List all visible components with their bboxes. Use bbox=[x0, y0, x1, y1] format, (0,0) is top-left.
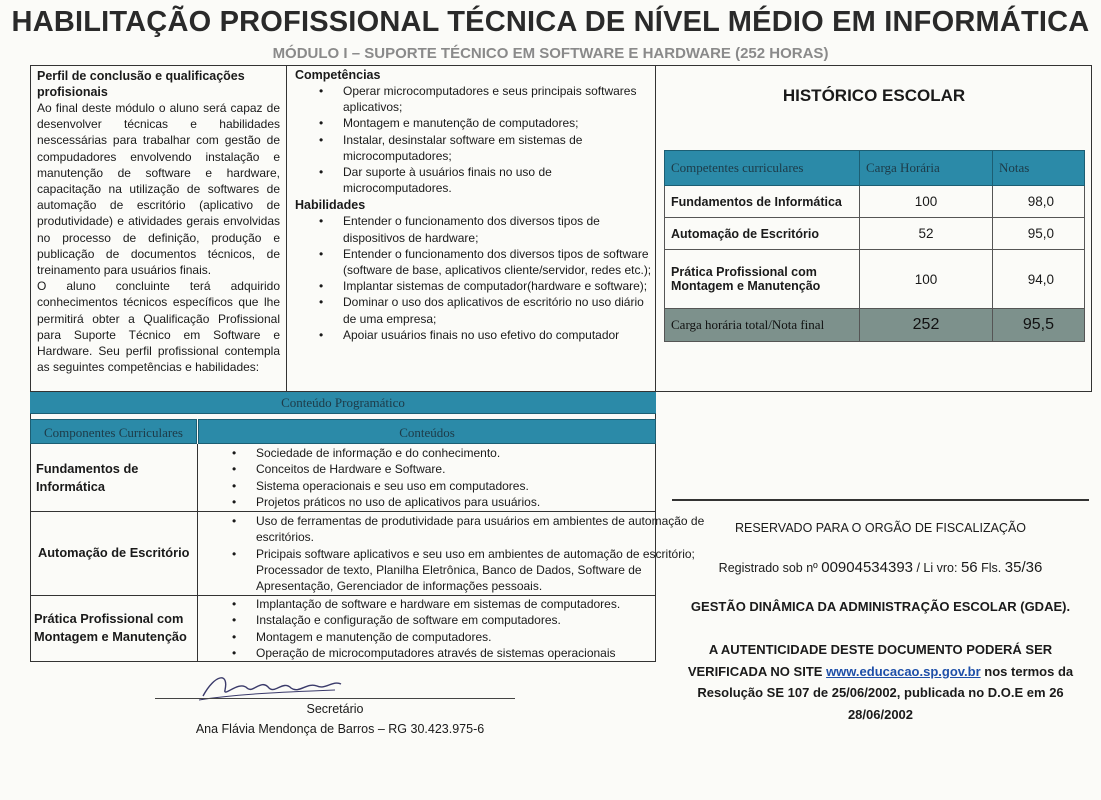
component-name: Fundamentos de Informática bbox=[36, 461, 139, 494]
component-name: Prática Profissional com Montagem e Manutenção bbox=[34, 611, 187, 644]
conteudo-col-conteudos: Conteúdos bbox=[198, 419, 656, 444]
list-item: • Uso de ferramentas de produtividade para usuários em ambientes de automação de escritórios. bbox=[256, 513, 706, 546]
reserved-text: RESERVADO PARA O ORGÃO DE FISCALIZAÇÃO bbox=[734, 521, 1027, 535]
total-grade: 95,5 bbox=[993, 309, 1085, 342]
list-item: • Entender o funcionamento dos diversos tipos de dispositivos de hardware; bbox=[343, 213, 655, 245]
profile-paragraph-1: Ao final deste módulo o aluno será capaz de desenvolver técnicas e habilidades nescessárias para trabalhar com gestão de compudadores envolvendo instalação e manutenção de software e hardware, capacitação na utilização de softwares de automação de escritório (aplicativo de produtividade) e atividades gerais envolvidas no processo de definição, produção e publicação de documentos técnicos, de treinamento para usuários finais. bbox=[37, 101, 280, 278]
divider bbox=[30, 511, 656, 512]
total-label: Carga horária total/Nota final bbox=[665, 309, 860, 342]
list-item: • Instalar, desinstalar software em sistemas de microcomputadores; bbox=[343, 132, 655, 164]
subject-hours: 52 bbox=[860, 218, 993, 250]
list-item: • Implantação de software e hardware em sistemas de computadores. bbox=[256, 596, 706, 612]
list-item: • Sociedade de informação e do conhecimento. bbox=[256, 445, 706, 461]
column-header: Competentes curriculares bbox=[665, 151, 860, 186]
fls-label: Fls. bbox=[981, 561, 1002, 575]
list-item: • Conceitos de Hardware e Software. bbox=[256, 461, 706, 477]
conteudo-col-componentes: Componentes Curriculares bbox=[30, 419, 197, 444]
list-item: • Pricipais software aplicativos e seu uso em ambientes de automação de escritório; Processador de texto, Planilha Eletrônica, Banco de Dados, Software de Apresentação, Gerenciador de informações pessoais. bbox=[256, 546, 706, 595]
livro-number: 56 bbox=[960, 559, 978, 576]
list-item: • Montagem e manutenção de computadores; bbox=[343, 115, 655, 131]
competencias-list bbox=[287, 83, 655, 196]
component-contents bbox=[200, 596, 706, 661]
list-item: • Operar microcomputadores e seus principais softwares aplicativos; bbox=[343, 83, 655, 115]
registro-number: 00904534393 bbox=[821, 559, 913, 576]
subject-hours: 100 bbox=[860, 250, 993, 309]
list-item: • Implantar sistemas de computador(hardware e software); bbox=[343, 278, 655, 294]
column-header: Notas bbox=[993, 151, 1085, 186]
habilidades-list bbox=[287, 213, 655, 343]
component-contents bbox=[200, 513, 706, 594]
fiscal-rule bbox=[672, 499, 1089, 501]
list-item: • Sistema operacionais e seu uso em computadores. bbox=[256, 478, 706, 494]
authenticity-text bbox=[672, 639, 1089, 725]
gdae-text: GESTÃO DINÂMICA DA ADMINISTRAÇÃO ESCOLAR (GDAE). bbox=[690, 599, 1071, 614]
subject-grade: 98,0 bbox=[993, 186, 1085, 218]
habilidades-heading: Habilidades bbox=[295, 198, 366, 213]
total-row bbox=[665, 309, 1085, 342]
total-hours: 252 bbox=[860, 309, 993, 342]
historico-title: HISTÓRICO ESCOLAR bbox=[782, 86, 966, 105]
list-item: • Instalação e configuração de software em computadores. bbox=[256, 612, 706, 628]
signature-role: Secretário bbox=[306, 702, 364, 716]
auth-suffix: nos termos da Resolução SE 107 de 25/06/2002, publicada no D.O.E em 26 28/06/2002 bbox=[697, 663, 1074, 722]
table-row bbox=[665, 186, 1085, 218]
list-item: • Dar suporte à usuários finais no uso de microcomputadores. bbox=[343, 164, 655, 196]
profile-section bbox=[30, 65, 286, 392]
livro-label: / Li vro: bbox=[916, 561, 958, 575]
profile-paragraph-2: O aluno concluinte terá adquirido conhecimentos técnicos específicos que lhe permitirá obter a Qualificação Profissional para Suporte Técnico em Software e Hardware. Seu perfil profissional contempla as seguintes competências e habilidades: bbox=[37, 279, 280, 375]
subject-name: Fundamentos de Informática bbox=[665, 186, 860, 218]
list-item: • Apoiar usuários finais no uso efetivo do computador bbox=[343, 327, 655, 343]
table-row bbox=[665, 250, 1085, 309]
component-name: Automação de Escritório bbox=[38, 545, 190, 560]
registro-label: Registrado sob nº bbox=[718, 561, 818, 575]
subject-name: Prática Profissional com Montagem e Manutenção bbox=[665, 250, 860, 309]
table-row bbox=[665, 218, 1085, 250]
list-item: • Projetos práticos no uso de aplicativos para usuários. bbox=[256, 494, 706, 510]
subject-hours: 100 bbox=[860, 186, 993, 218]
component-contents bbox=[200, 445, 706, 510]
auth-link[interactable]: www.educacao.sp.gov.br bbox=[826, 663, 981, 679]
profile-heading: Perfil de conclusão e qualificações profisionais bbox=[37, 69, 245, 99]
auth-prefix: A AUTENTICIDADE DESTE DOCUMENTO PODERÁ SER VERIFICADA NO SITE bbox=[687, 642, 1053, 679]
subject-grade: 95,0 bbox=[993, 218, 1085, 250]
registro-line bbox=[672, 559, 1089, 576]
competencias-section bbox=[286, 65, 656, 392]
grades-table bbox=[664, 150, 1085, 342]
signature-line bbox=[155, 698, 515, 699]
list-item: • Entender o funcionamento dos diversos tipos de software (software de base, aplicativos cliente/servidor, redes etc.); bbox=[343, 246, 655, 278]
divider bbox=[197, 444, 198, 662]
list-item: • Dominar o uso dos aplicativos de escritório no uso diário de uma empresa; bbox=[343, 294, 655, 326]
grades-header-row bbox=[665, 151, 1085, 186]
subject-grade: 94,0 bbox=[993, 250, 1085, 309]
competencias-heading: Competências bbox=[295, 68, 381, 82]
module-subtitle: MÓDULO I – SUPORTE TÉCNICO EM SOFTWARE E HARDWARE (252 HORAS) bbox=[272, 45, 829, 62]
conteudo-title: Conteúdo Programático bbox=[30, 392, 656, 414]
signature-name: Ana Flávia Mendonça de Barros – RG 30.423.975-6 bbox=[195, 722, 485, 736]
list-item: • Montagem e manutenção de computadores. bbox=[256, 629, 706, 645]
fls-number: 35/36 bbox=[1004, 559, 1043, 576]
column-header: Carga Horária bbox=[860, 151, 993, 186]
subject-name: Automação de Escritório bbox=[665, 218, 860, 250]
list-item: • Operação de microcomputadores através de sistemas operacionais bbox=[256, 645, 706, 661]
document-title: HABILITAÇÃO PROFISSIONAL TÉCNICA DE NÍVEL MÉDIO EM INFORMÁTICA bbox=[11, 6, 1090, 38]
